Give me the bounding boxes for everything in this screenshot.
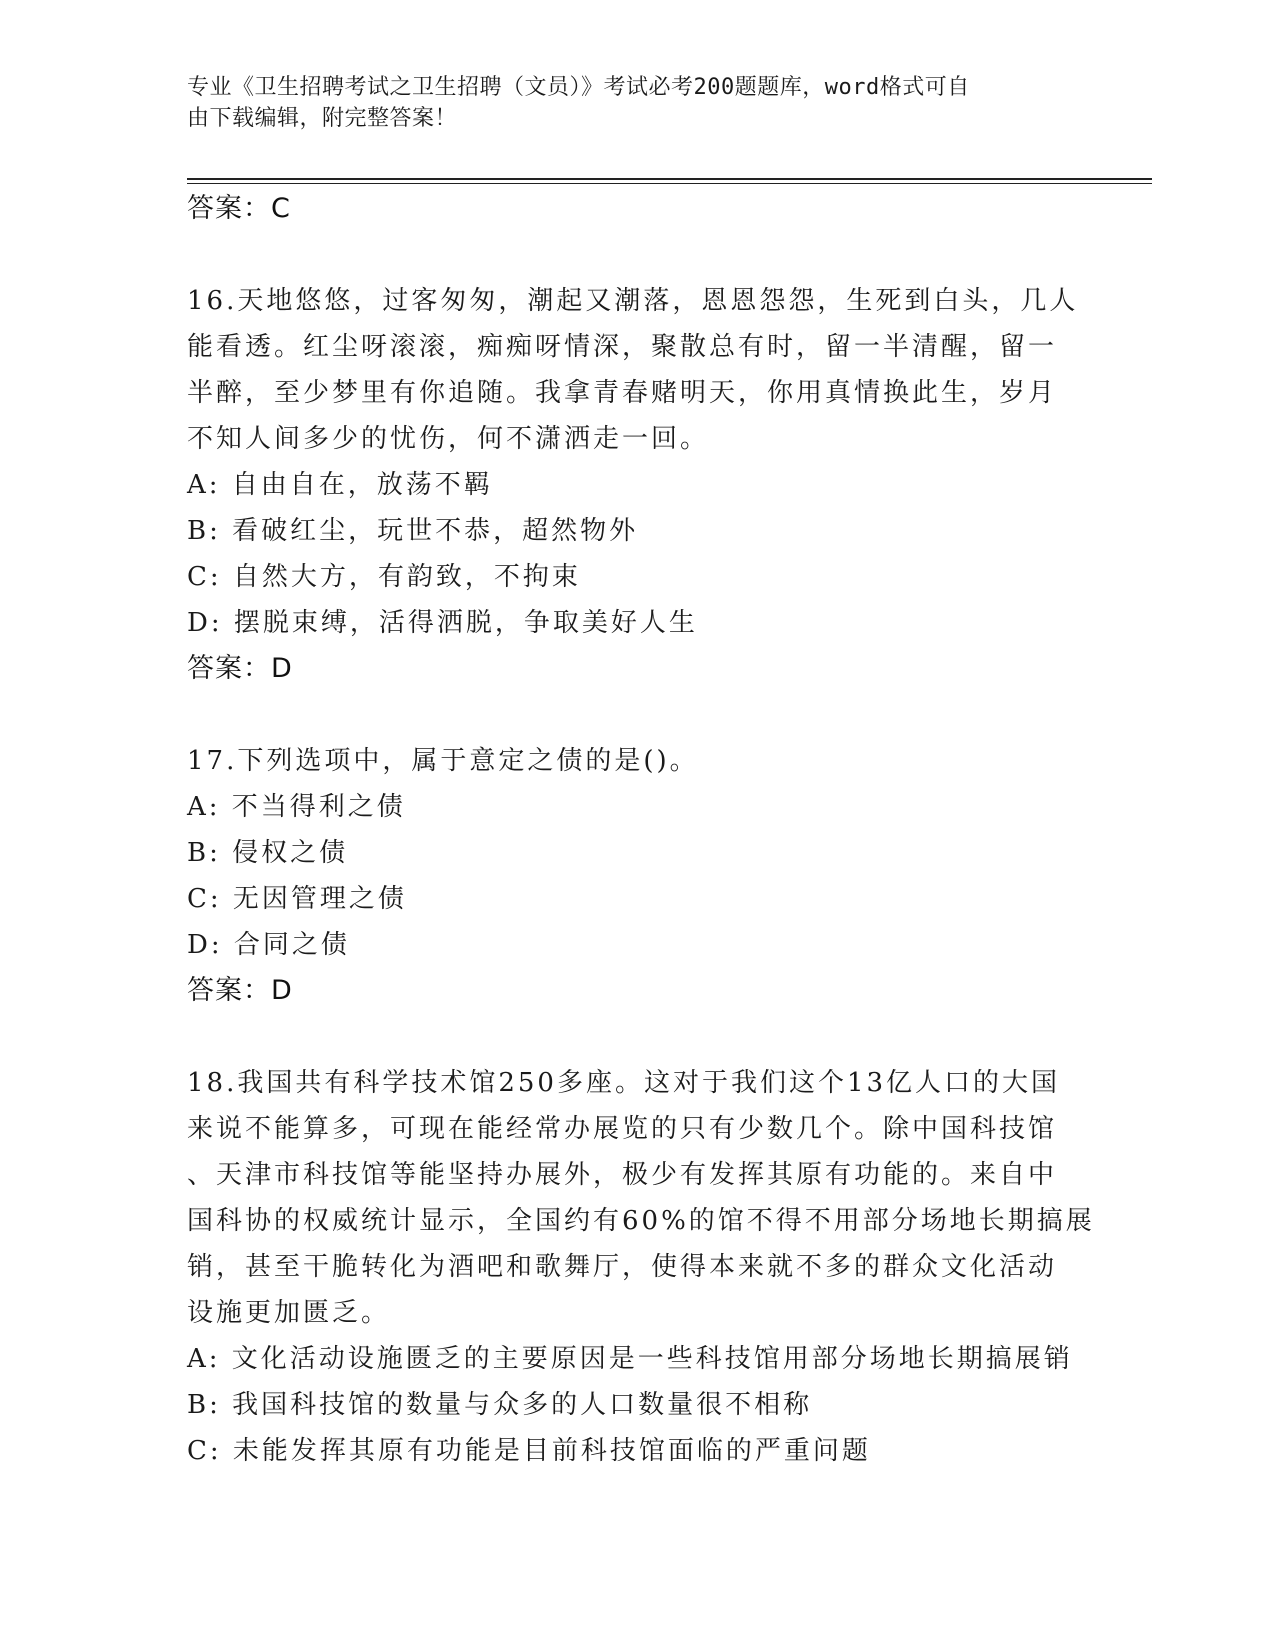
spacer — [187, 1014, 1087, 1060]
option-d: D: 合同之债 — [187, 930, 350, 960]
option-a: A: 自由自在，放荡不羁 — [187, 470, 493, 500]
question-block — [187, 1060, 1095, 1474]
question-text — [187, 278, 1087, 462]
question-line: 16.天地悠悠，过客匆匆，潮起又潮落，恩恩怨怨，生死到白头，几人 — [187, 286, 1079, 316]
question-block — [187, 738, 1087, 1014]
option-b: B: 侵权之债 — [187, 838, 349, 868]
document-body — [187, 186, 1095, 1474]
option-d: D: 摆脱束缚，活得洒脱，争取美好人生 — [187, 608, 698, 638]
option-a: A: 不当得利之债 — [187, 792, 406, 822]
option-c: C: 无因管理之债 — [187, 884, 407, 914]
question-text — [187, 738, 1087, 784]
question-block — [187, 278, 1087, 692]
answer-line: 答案：C — [187, 193, 291, 224]
question-line: 销，甚至干脆转化为酒吧和歌舞厅，使得本来就不多的群众文化活动 — [187, 1252, 1058, 1282]
answer-line: 答案：D — [187, 975, 293, 1006]
header-divider-thin — [187, 183, 1152, 184]
question-line: 半醉，至少梦里有你追随。我拿青春赌明天，你用真情换此生，岁月 — [187, 378, 1058, 408]
question-line: 能看透。红尘呀滚滚，痴痴呀情深，聚散总有时，留一半清醒，留一 — [187, 332, 1058, 362]
question-line: 国科协的权威统计显示，全国约有60%的馆不得不用部分场地长期搞展 — [187, 1206, 1095, 1236]
header-divider — [187, 178, 1152, 180]
question-text — [187, 1060, 1095, 1336]
spacer — [187, 692, 1087, 738]
question-line: 设施更加匮乏。 — [187, 1298, 391, 1328]
option-a: A: 文化活动设施匮乏的主要原因是一些科技馆用部分场地长期搞展销 — [187, 1344, 1073, 1374]
header-line: 专业《卫生招聘考试之卫生招聘（文员）》考试必考200题题库，word格式可自 — [187, 75, 970, 100]
header-line: 由下载编辑，附完整答案！ — [187, 106, 458, 131]
option-b: B: 我国科技馆的数量与众多的人口数量很不相称 — [187, 1390, 813, 1420]
answer-line: 答案：D — [187, 653, 293, 684]
spacer — [187, 232, 1087, 278]
question-line: 、天津市科技馆等能坚持办展外，极少有发挥其原有功能的。来自中 — [187, 1160, 1058, 1190]
option-b: B: 看破红尘，玩世不恭，超然物外 — [187, 516, 639, 546]
page-header — [187, 72, 1067, 134]
question-line: 来说不能算多，可现在能经常办展览的只有少数几个。除中国科技馆 — [187, 1114, 1058, 1144]
question-line: 18.我国共有科学技术馆250多座。这对于我们这个13亿人口的大国 — [187, 1068, 1061, 1098]
question-line: 17.下列选项中，属于意定之债的是()。 — [187, 746, 699, 776]
question-line: 不知人间多少的忧伤，何不潇洒走一回。 — [187, 424, 710, 454]
option-c: C: 自然大方，有韵致，不拘束 — [187, 562, 581, 592]
option-c: C: 未能发挥其原有功能是目前科技馆面临的严重问题 — [187, 1436, 871, 1466]
